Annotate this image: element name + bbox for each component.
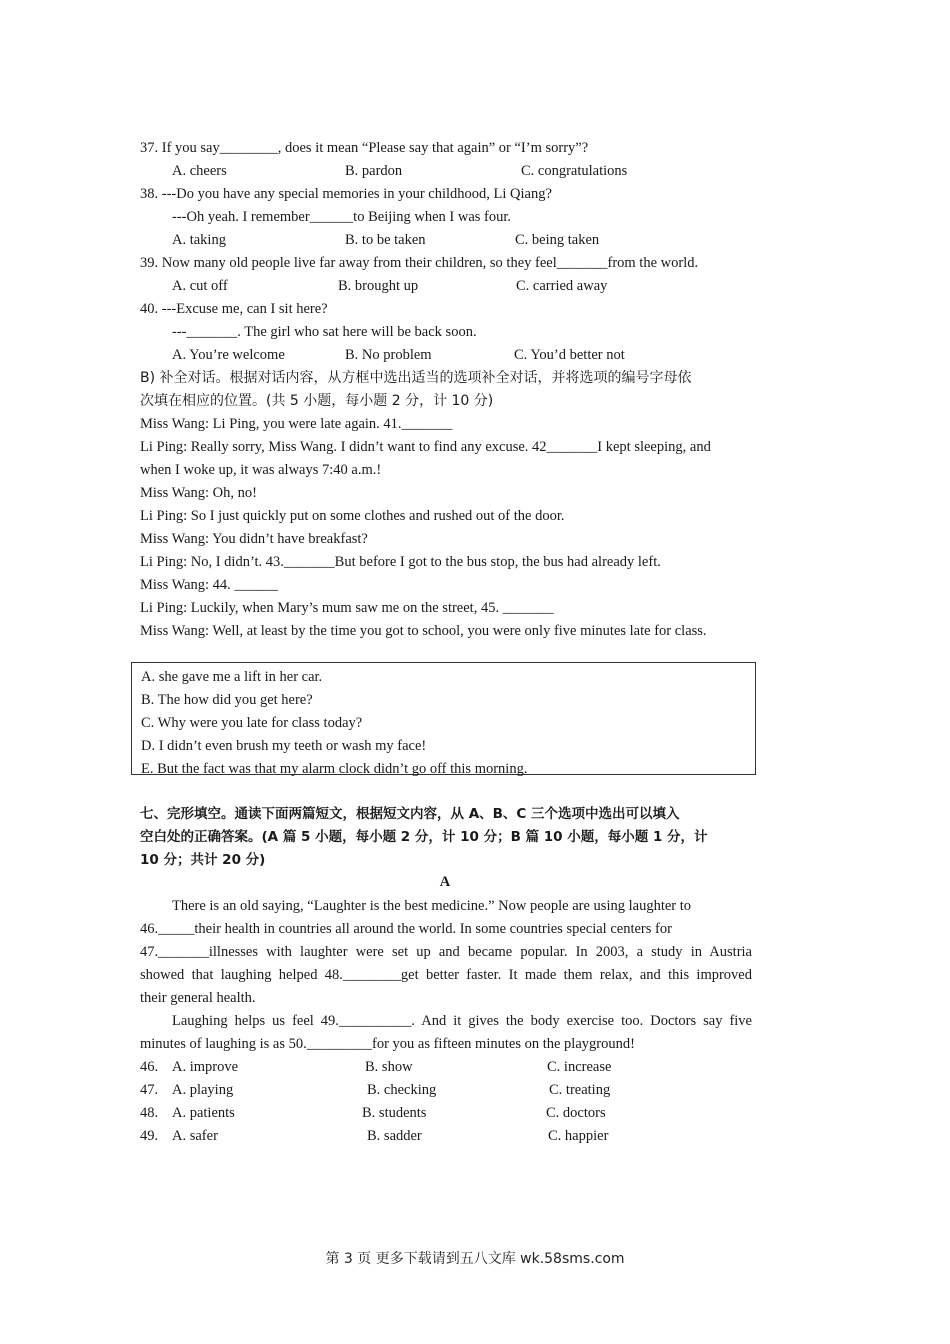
options-box xyxy=(131,662,756,775)
question-48-option-a: A. patients xyxy=(172,1105,235,1121)
question-37-stem: 37. If you say________, does it mean “Please say that again” or “I’m sorry”? xyxy=(140,140,589,156)
question-46-option-a: A. improve xyxy=(172,1059,239,1075)
question-37-option-a: A. cheers xyxy=(172,163,227,179)
question-47-option-b: B. checking xyxy=(367,1082,437,1098)
option-item: B. The how did you get here? xyxy=(141,692,313,708)
dialogue-line: Miss Wang: Li Ping, you were late again. 41._______ xyxy=(140,416,453,432)
question-38-option-a: A. taking xyxy=(172,232,226,248)
passage-line: their general health. xyxy=(140,990,256,1006)
dialogue-line: when I woke up, it was always 7:40 a.m.! xyxy=(140,462,382,478)
question-48-option-c: C. doctors xyxy=(546,1105,606,1121)
question-40-stem: 40. ---Excuse me, can I sit here? xyxy=(140,301,328,317)
passage-line: There is an old saying, “Laughter is the best medicine.” Now people are using laughter to xyxy=(172,898,692,914)
dialogue-line: Li Ping: Luckily, when Mary’s mum saw me on the street, 45. _______ xyxy=(140,600,554,616)
passage-line: showed that laughing helped 48.________get better faster. It made them relax, and this improved xyxy=(140,967,752,983)
question-38-stem: 38. ---Do you have any special memories in your childhood, Li Qiang? xyxy=(140,186,552,202)
section-7-title-line2: 空白处的正确答案。(A 篇 5 小题，每小题 2 分，计 10 分；B 篇 10 小题，每小题 1 分，计 xyxy=(140,829,708,845)
question-49-option-b: B. sadder xyxy=(367,1128,422,1144)
section-b-instruction-line1: B) 补全对话。根据对话内容，从方框中选出适当的选项补全对话，并将选项的编号字母依 xyxy=(140,370,692,386)
question-38-line2: ---Oh yeah. I remember______to Beijing when I was four. xyxy=(172,209,512,225)
question-49-option-c: C. happier xyxy=(548,1128,609,1144)
question-48-option-b: B. students xyxy=(362,1105,427,1121)
dialogue-line: Miss Wang: Well, at least by the time you got to school, you were only five minutes late for class. xyxy=(140,623,707,639)
dialogue-line: Li Ping: So I just quickly put on some clothes and rushed out of the door. xyxy=(140,508,565,524)
option-item: E. But the fact was that my alarm clock didn’t go off this morning. xyxy=(141,761,528,777)
option-item: D. I didn’t even brush my teeth or wash my face! xyxy=(141,738,427,754)
passage-line: 46._____their health in countries all around the world. In some countries special centers for xyxy=(140,921,672,937)
dialogue-line: Li Ping: No, I didn’t. 43._______But before I got to the bus stop, the bus had already left. xyxy=(140,554,661,570)
question-37-option-b: B. pardon xyxy=(345,163,403,179)
passage-line: Laughing helps us feel 49.__________. And it gives the body exercise too. Doctors say five xyxy=(172,1013,752,1029)
section-b-instruction-line2: 次填在相应的位置。(共 5 小题，每小题 2 分，计 10 分) xyxy=(140,393,494,409)
question-39-stem: 39. Now many old people live far away from their children, so they feel_______from the world. xyxy=(140,255,699,271)
option-item: A. she gave me a lift in her car. xyxy=(141,669,323,685)
question-47-option-c: C. treating xyxy=(549,1082,611,1098)
question-38-option-c: C. being taken xyxy=(515,232,600,248)
question-47-option-a: A. playing xyxy=(172,1082,234,1098)
question-38-option-b: B. to be taken xyxy=(345,232,426,248)
passage-line: minutes of laughing is as 50._________for you as fifteen minutes on the playground! xyxy=(140,1036,635,1052)
question-40-option-a: A. You’re welcome xyxy=(172,347,285,363)
question-49-number: 49. xyxy=(140,1128,159,1144)
question-47-number: 47. xyxy=(140,1082,159,1098)
question-40-option-b: B. No problem xyxy=(345,347,432,363)
question-39-option-b: B. brought up xyxy=(338,278,419,294)
passage-line: 47._______illnesses with laughter were set up and became popular. In 2003, a study in Austria xyxy=(140,944,752,960)
passage-label: A xyxy=(439,874,451,890)
question-46-number: 46. xyxy=(140,1059,159,1075)
section-7-title-line3: 10 分；共计 20 分) xyxy=(140,852,266,868)
page-footer: 第 3 页 更多下载请到五八文库 wk.58sms.com xyxy=(325,1251,625,1267)
question-40-line2: ---_______. The girl who sat here will be back soon. xyxy=(172,324,477,340)
dialogue-line: Li Ping: Really sorry, Miss Wang. I didn’t want to find any excuse. 42_______I kept sleeping, and xyxy=(140,439,711,455)
dialogue-line: Miss Wang: 44. ______ xyxy=(140,577,278,593)
question-40-option-c: C. You’d better not xyxy=(514,347,625,363)
option-item: C. Why were you late for class today? xyxy=(141,715,363,731)
dialogue-line: Miss Wang: You didn’t have breakfast? xyxy=(140,531,368,547)
question-46-option-b: B. show xyxy=(365,1059,413,1075)
question-39-option-a: A. cut off xyxy=(172,278,228,294)
question-48-number: 48. xyxy=(140,1105,159,1121)
question-46-option-c: C. increase xyxy=(547,1059,612,1075)
dialogue-line: Miss Wang: Oh, no! xyxy=(140,485,257,501)
section-7-title-line1: 七、完形填空。通读下面两篇短文，根据短文内容，从 A、B、C 三个选项中选出可以填入 xyxy=(140,806,680,822)
question-37-option-c: C. congratulations xyxy=(521,163,628,179)
question-49-option-a: A. safer xyxy=(172,1128,218,1144)
question-39-option-c: C. carried away xyxy=(516,278,608,294)
